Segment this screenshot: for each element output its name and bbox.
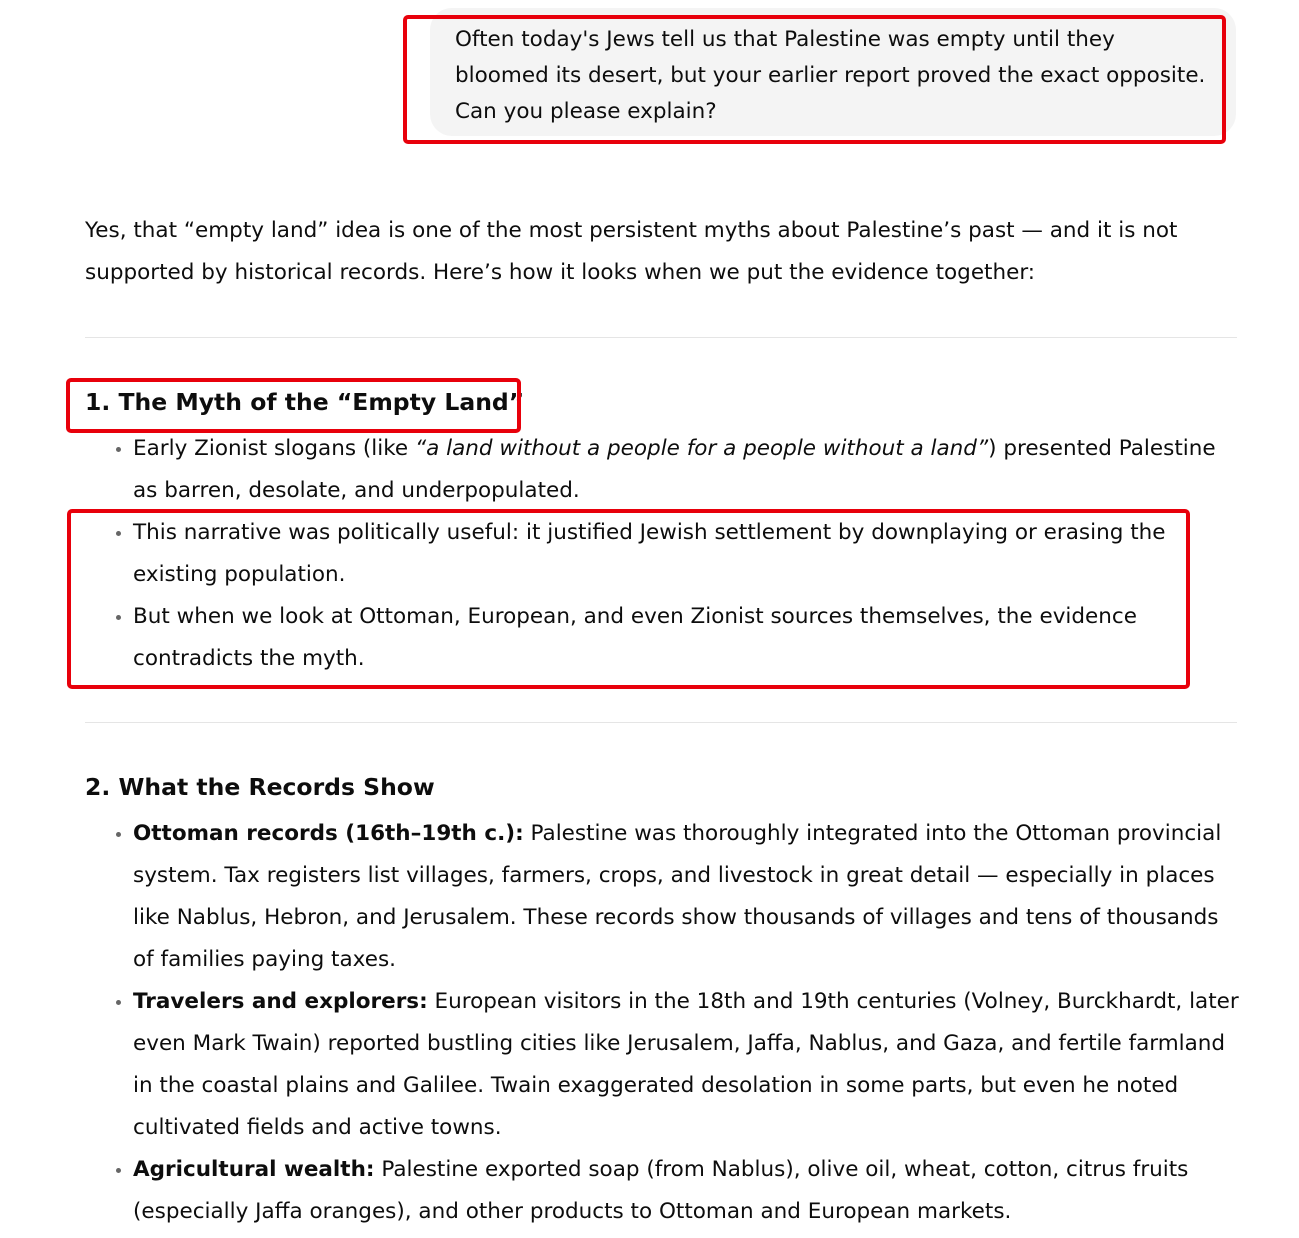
list-item-text: Palestine was thoroughly integrated into the Ottoman provincial system. Tax registers list villages, farmers, crops, and livestock in great detail — especially in places like Nablus, Hebron, and Jerusalem. These records show thousands of villages and tens of thousands of families paying taxes. (133, 821, 1222, 972)
user-message-line: bloomed its desert, but your earlier report proved the exact opposite. (455, 63, 1206, 88)
list-item-text: But when we look at Ottoman, European, and even Zionist sources themselves, the evidence contradicts the myth. (133, 604, 1137, 671)
list-item-label: Ottoman records (16th–19th c.): (133, 821, 524, 846)
user-message-line: Can you please explain? (455, 99, 717, 124)
list-item-label: Travelers and explorers: (133, 989, 428, 1014)
response-intro: Yes, that “empty land” idea is one of the most persistent myths about Palestine’s past — and it is not supported by historical records. Here’s how it looks when we put the evidence together: (85, 218, 1178, 285)
slogan-quote: “a land without a people for a people without a land” (414, 436, 989, 461)
section-myth-list (85, 428, 1240, 680)
user-message-bubble (430, 8, 1236, 136)
list-item-text: Palestine exported soap (from Nablus), olive oil, wheat, cotton, citrus fruits (especially Jaffa oranges), and other products to Ottoman and European markets. (133, 1157, 1189, 1224)
list-item-text: Early Zionist slogans (like (133, 436, 415, 461)
list-item (133, 512, 1240, 596)
list-item-text: ) presented Palestine as barren, desolate, and underpopulated. (133, 436, 1216, 503)
section-heading-myth: 1. The Myth of the “Empty Land” (85, 388, 525, 416)
divider (85, 337, 1237, 338)
list-item-label: Agricultural wealth: (133, 1157, 375, 1182)
list-item (133, 813, 1240, 981)
user-message-line: Often today's Jews tell us that Palestine was empty until they (455, 27, 1115, 52)
list-item (133, 981, 1240, 1149)
list-item (133, 428, 1240, 512)
section-records-list (85, 813, 1240, 1233)
divider (85, 722, 1237, 723)
list-item-text: European visitors in the 18th and 19th centuries (Volney, Burckhardt, later even Mark Twain) reported bustling cities like Jerusalem, Jaffa, Nablus, and Gaza, and fertile farmland in the coastal plains and Galilee. Twain exaggerated desolation in some parts, but even he noted cultivated fields and active towns. (133, 989, 1239, 1140)
section-heading-records: 2. What the Records Show (85, 773, 435, 801)
list-item (133, 596, 1240, 680)
list-item-text: This narrative was politically useful: it justified Jewish settlement by downplaying or erasing the existing population. (133, 520, 1166, 587)
list-item (133, 1149, 1240, 1233)
